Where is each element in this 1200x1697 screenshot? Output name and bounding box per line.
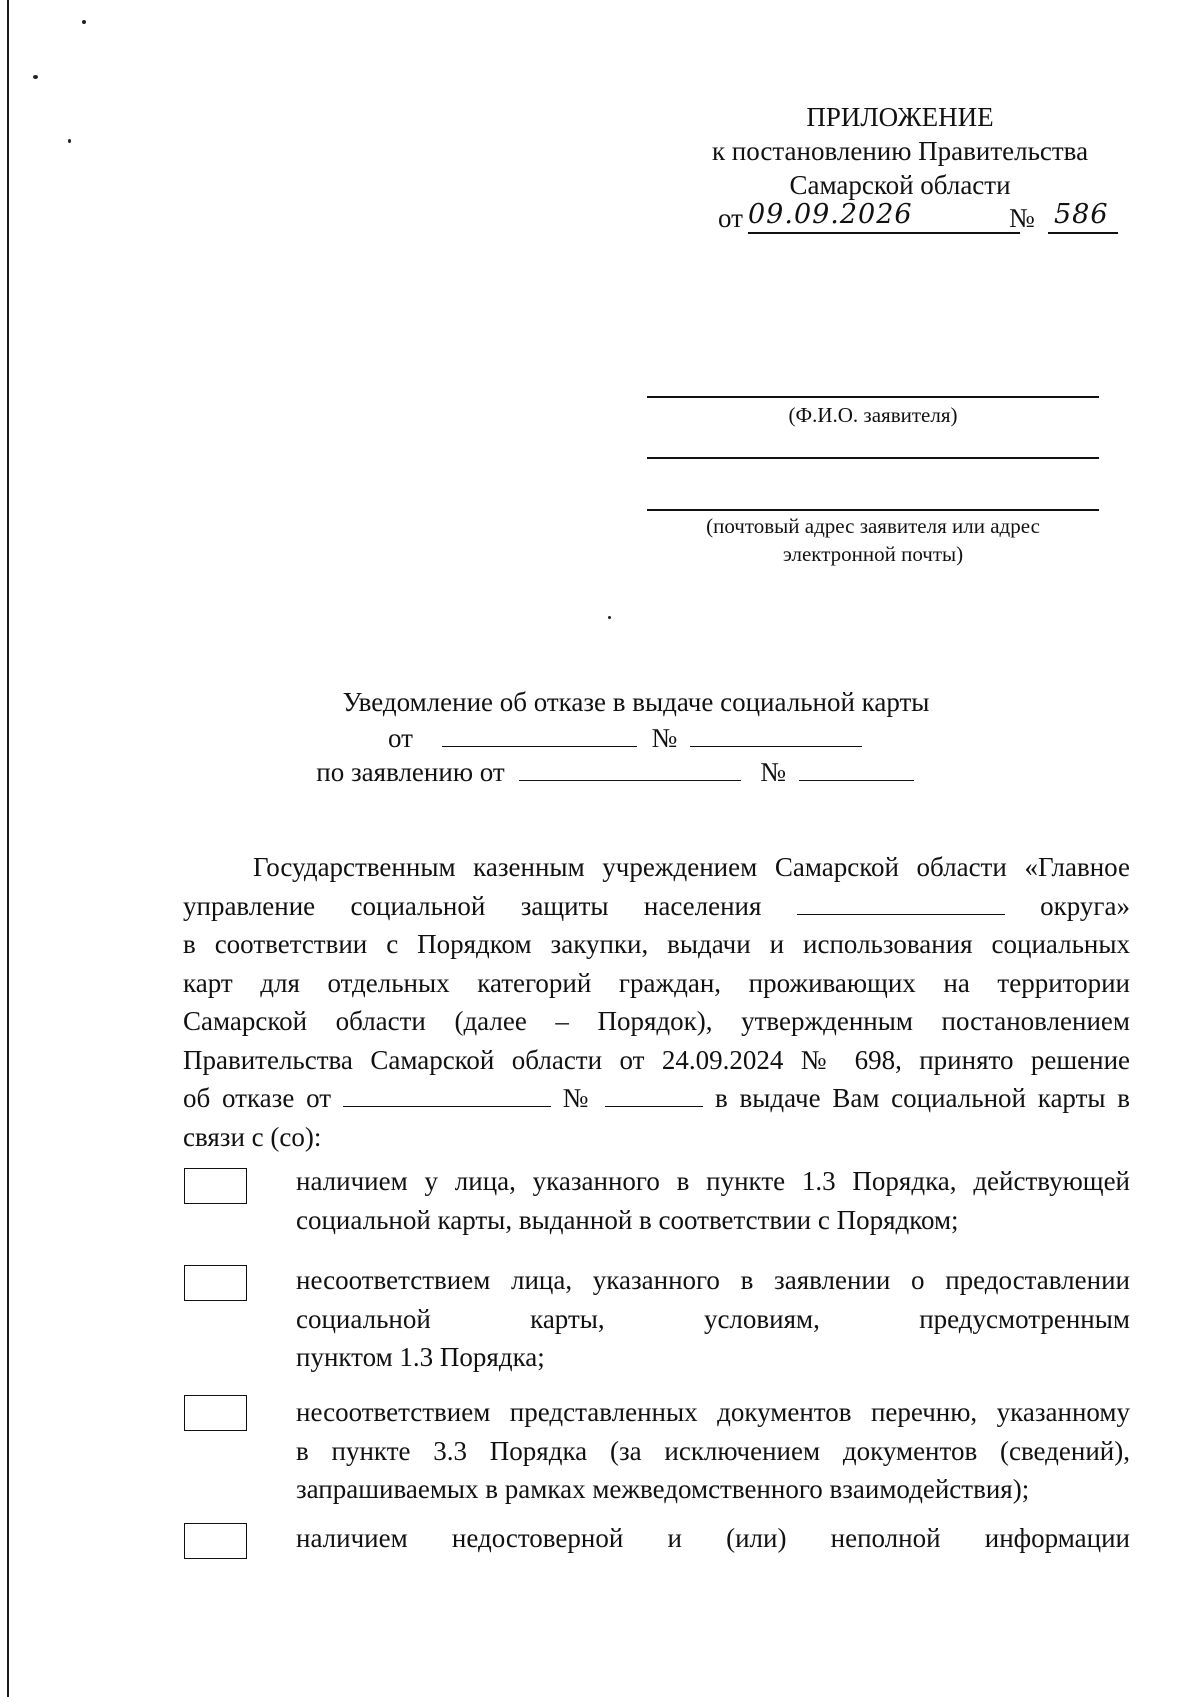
handwritten-number: 586	[1054, 199, 1109, 230]
paragraph-text: об отказе от	[183, 1083, 332, 1113]
scan-speck	[68, 139, 71, 143]
applicant-name-line	[647, 396, 1099, 398]
reason-line	[296, 1519, 1130, 1558]
paragraph-line: Самарской области (далее – Порядок), утвержденным постановлением	[183, 1006, 1130, 1036]
appendix-subtitle-line1: к постановлению Правительства	[711, 136, 1089, 166]
application-row	[15, 755, 1200, 789]
reason-line: запрашиваемых в рамках межведомственного взаимодействия);	[296, 1474, 1030, 1504]
notice-date-blank	[442, 722, 637, 747]
notice-number-row	[0, 721, 1200, 755]
date-prefix: от	[718, 203, 743, 233]
reason-line: наличием у лица, указанного в пункте 1.3 Порядка, действующей	[296, 1166, 1130, 1196]
reason-word: информации	[984, 1523, 1130, 1553]
paragraph-line	[183, 1079, 1130, 1118]
appendix-subtitle-line2: Самарской области	[789, 170, 1011, 200]
paragraph-line: в соответствии с Порядком закупки, выдачи и использования социальных	[183, 929, 1130, 959]
paragraph-text: управление социальной защиты населения	[183, 890, 762, 921]
date-underline	[748, 232, 1020, 234]
reason-line: в пункте 3.3 Порядка (за исключением документов (сведений),	[296, 1435, 1130, 1466]
applicant-address-line-2	[647, 509, 1099, 511]
paragraph-line: карт для отдельных категорий граждан, проживающих на территории	[183, 967, 1130, 998]
reason-checkbox-4[interactable]	[184, 1523, 247, 1559]
reason-item-3	[296, 1393, 1130, 1509]
reason-word: карты,	[530, 1303, 605, 1334]
scan-speck	[608, 616, 611, 619]
paragraph-line: связи с (со):	[183, 1121, 322, 1152]
reason-word: недостоверной	[451, 1523, 624, 1553]
application-number-blank	[799, 756, 914, 781]
reason-word: (или)	[726, 1523, 787, 1553]
paragraph-text: №	[562, 1083, 594, 1113]
decision-paragraph	[183, 848, 1130, 1156]
reason-item-1	[296, 1162, 1130, 1239]
reason-checkbox-3[interactable]	[184, 1395, 247, 1431]
number-sign: №	[1009, 203, 1035, 233]
reason-item-4	[296, 1519, 1130, 1558]
reason-line: несоответствием лица, указанного в заявлении о предоставлении	[296, 1265, 1130, 1295]
reason-word: наличием	[296, 1523, 408, 1553]
refusal-number-blank	[605, 1082, 703, 1107]
handwritten-date: 09.09.2026	[748, 199, 913, 230]
reason-word: и	[667, 1523, 682, 1553]
reason-checkbox-1[interactable]	[184, 1168, 247, 1204]
paragraph-line	[183, 887, 1130, 926]
notice-title: Уведомление об отказе в выдаче социальной карты	[342, 687, 930, 717]
notice-number-sign: №	[651, 723, 678, 753]
application-number-sign: №	[760, 757, 786, 787]
paragraph-line: Государственным казенным учреждением Самарской области «Главное	[253, 852, 1130, 882]
scan-left-edge	[7, 0, 9, 1697]
number-underline	[1048, 232, 1118, 234]
reason-word: условиям,	[703, 1303, 820, 1334]
district-blank	[797, 890, 1005, 915]
scan-speck	[33, 75, 38, 79]
reason-word: предусмотренным	[919, 1303, 1130, 1334]
paragraph-text: округа»	[1040, 890, 1130, 921]
reason-item-2	[296, 1261, 1130, 1377]
appendix-title: ПРИЛОЖЕНИЕ	[806, 102, 994, 132]
reason-line	[296, 1300, 1130, 1339]
scan-speck	[82, 20, 86, 24]
paragraph-line: Правительства Самарской области от 24.09.2024 № 698, принято решение	[183, 1044, 1130, 1075]
resolution-date-row	[718, 201, 1118, 237]
applicant-name-caption: (Ф.И.О. заявителя)	[788, 403, 958, 427]
paragraph-text: в выдаче Вам социальной карты в	[714, 1083, 1130, 1113]
reason-line: несоответствием представленных документов перечню, указанному	[296, 1397, 1130, 1427]
applicant-address-caption-2: электронной почты)	[782, 542, 964, 566]
reason-word: социальной	[296, 1303, 431, 1334]
reason-line: пунктом 1.3 Порядка;	[296, 1342, 545, 1372]
application-label: по заявлению от	[316, 757, 505, 787]
notice-from-label: от	[388, 723, 413, 753]
notice-number-blank	[690, 722, 862, 747]
reason-checkbox-2[interactable]	[184, 1265, 247, 1301]
applicant-address-caption-1: (почтовый адрес заявителя или адрес	[706, 514, 1040, 538]
applicant-address-line-1	[647, 457, 1099, 459]
reason-word: неполной	[830, 1523, 941, 1553]
application-date-blank	[519, 756, 741, 781]
refusal-date-blank	[343, 1082, 551, 1107]
reason-line: социальной карты, выданной в соответствии с Порядком;	[296, 1204, 959, 1235]
